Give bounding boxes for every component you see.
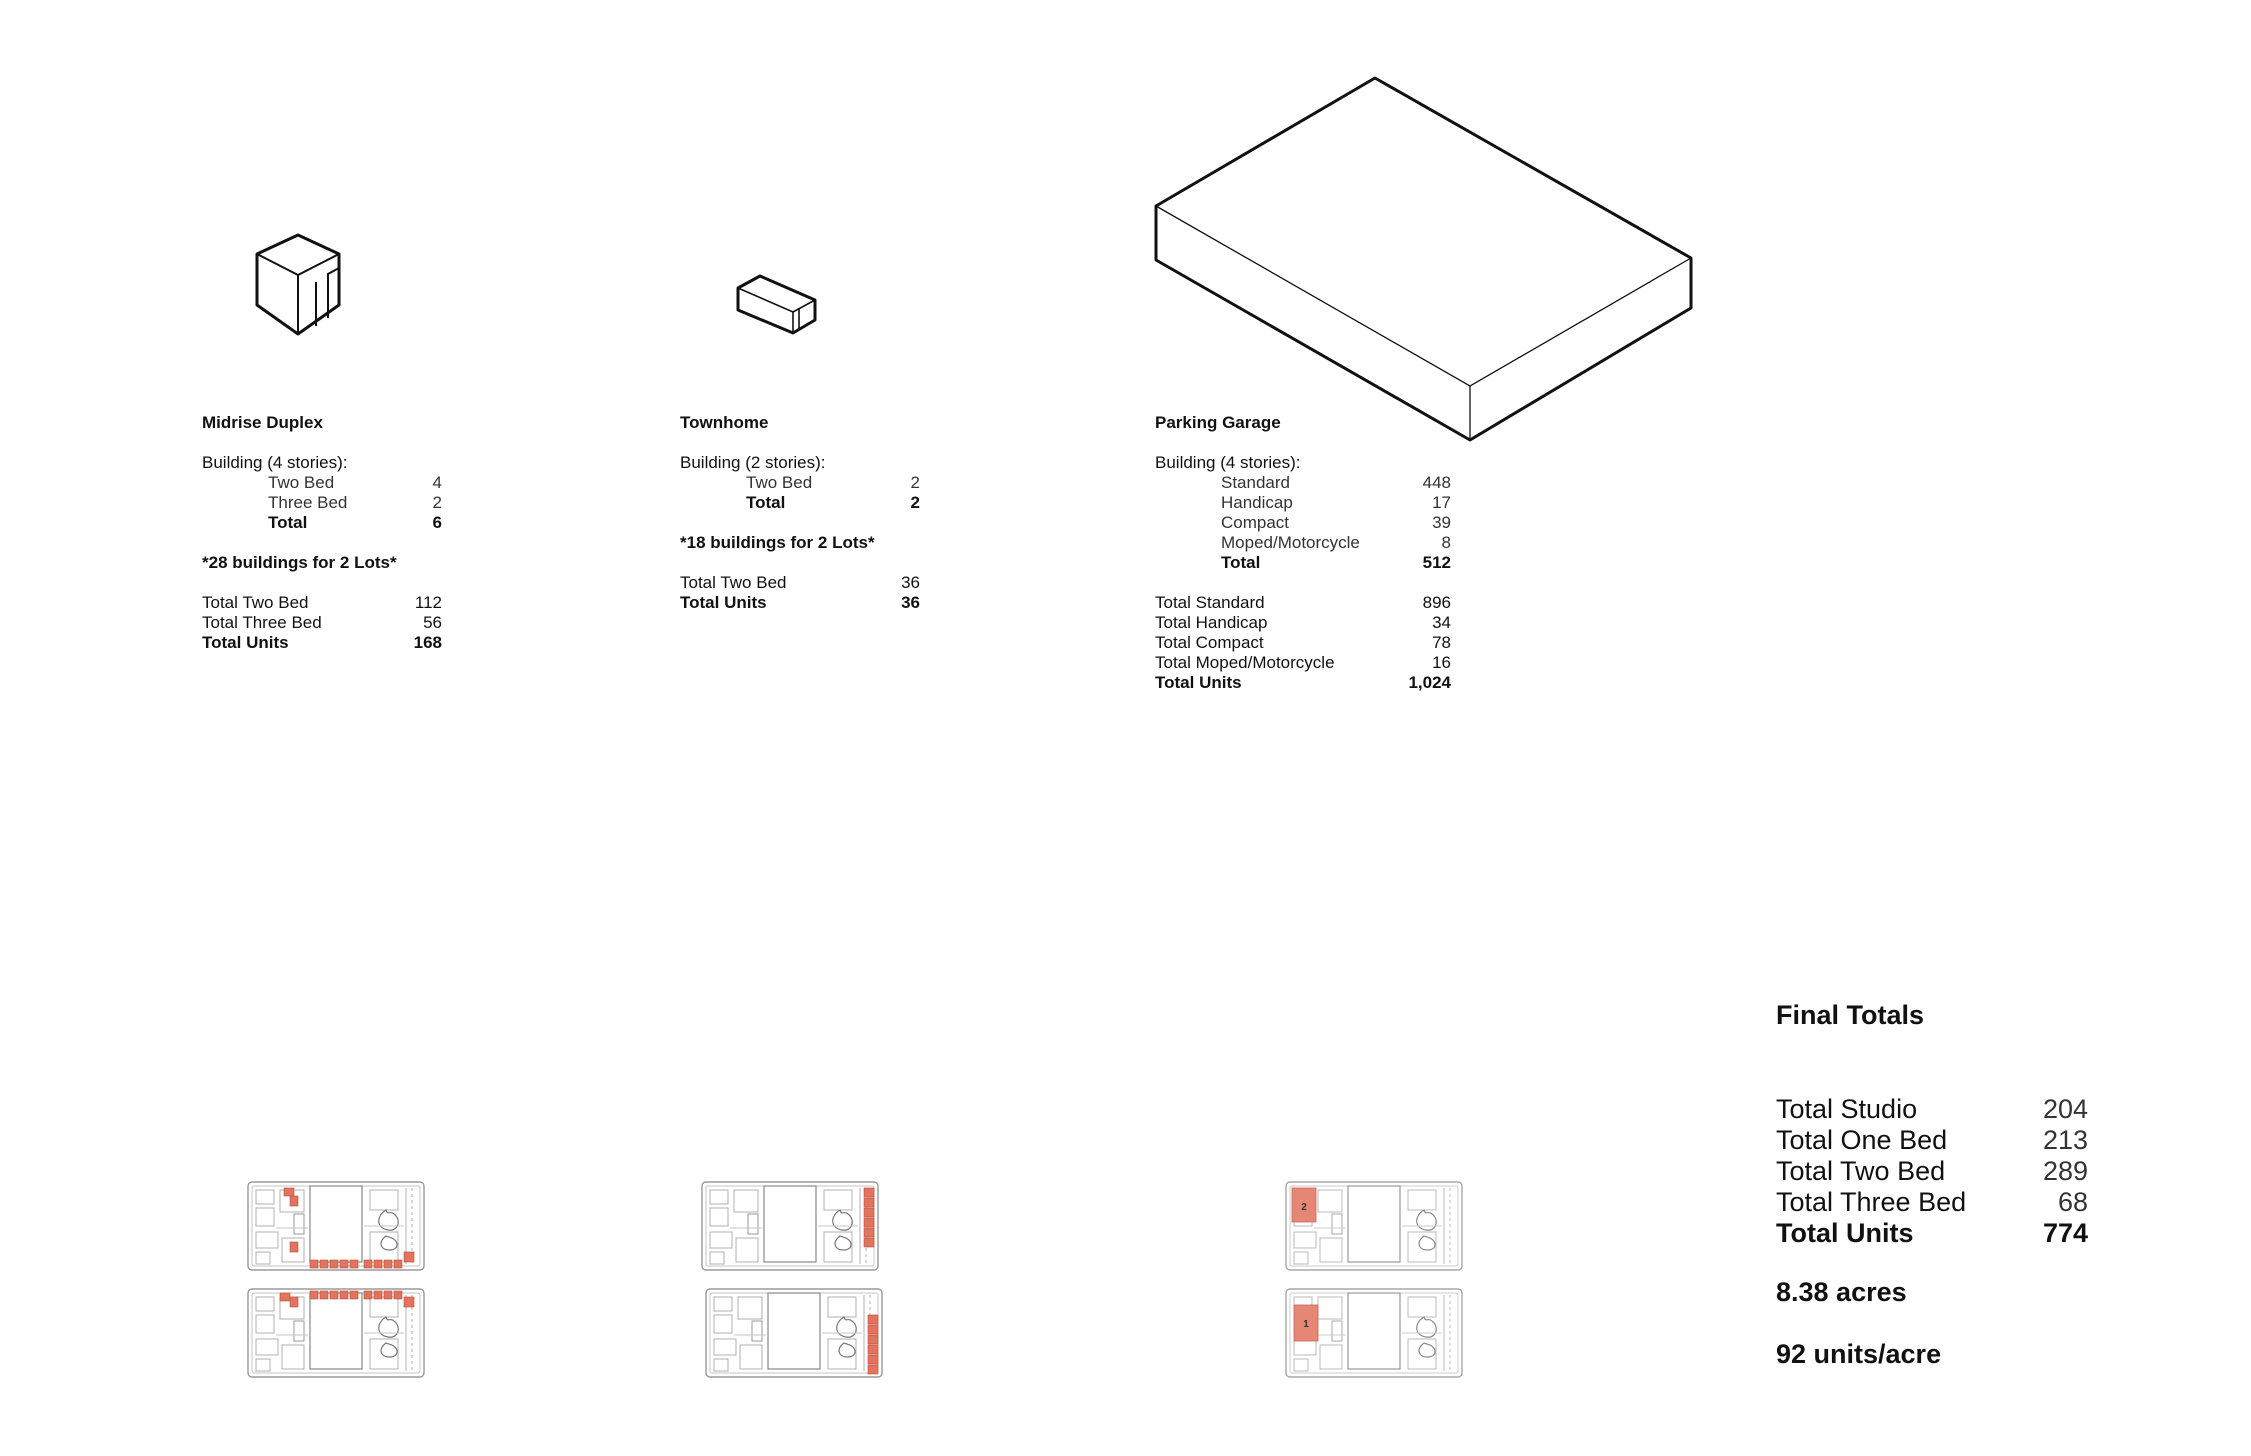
- midrise-site-plan-upper: [246, 1180, 428, 1274]
- garage-building-total: Total 512: [1221, 553, 1451, 572]
- final-totals-title: Final Totals: [1776, 1000, 1925, 1030]
- parking-garage-schedule: [1155, 413, 1451, 693]
- final-total-units: Total Units 774: [1776, 1218, 2088, 1248]
- garage-row: Compact 39: [1221, 513, 1451, 532]
- garage-total-row: Total Handicap 34: [1155, 613, 1451, 632]
- townhome-title: Townhome: [680, 413, 769, 432]
- garage-level-1-label: 1: [1303, 1319, 1309, 1330]
- midrise-duplex-iso-icon: [250, 230, 350, 340]
- garage-building-label: Building (4 stories):: [1155, 453, 1301, 472]
- unit-density: 92 units/acre: [1776, 1339, 1942, 1369]
- garage-site-plan-lower: [1284, 1287, 1466, 1381]
- final-row: Total Two Bed 289: [1776, 1156, 2088, 1186]
- garage-title: Parking Garage: [1155, 413, 1281, 432]
- townhome-schedule: [680, 413, 920, 613]
- parking-garage-iso-icon: [1150, 72, 1700, 452]
- midrise-building-label: Building (4 stories):: [202, 453, 348, 472]
- garage-site-plan-upper: [1284, 1180, 1466, 1274]
- townhome-site-plan-upper: [700, 1180, 882, 1274]
- midrise-total-row: Total Three Bed 56: [202, 613, 442, 632]
- site-acres: 8.38 acres: [1776, 1277, 1907, 1307]
- final-row: Total Three Bed 68: [1776, 1187, 2088, 1217]
- midrise-duplex-title: Midrise Duplex: [202, 413, 323, 432]
- garage-level-2-label: 2: [1301, 1202, 1307, 1213]
- garage-total-row: Total Compact 78: [1155, 633, 1451, 652]
- midrise-duplex-schedule: [202, 413, 442, 653]
- townhome-site-plan-lower: [704, 1287, 886, 1381]
- midrise-total-units: Total Units 168: [202, 633, 442, 652]
- final-row: Total One Bed 213: [1776, 1125, 2088, 1155]
- townhome-row: Two Bed 2: [746, 473, 920, 492]
- garage-total-row: Total Moped/Motorcycle 16: [1155, 653, 1451, 672]
- garage-row: Moped/Motorcycle 8: [1221, 533, 1451, 552]
- townhome-building-label: Building (2 stories):: [680, 453, 826, 472]
- midrise-site-plan-lower: [246, 1287, 428, 1381]
- garage-row: Standard 448: [1221, 473, 1451, 492]
- midrise-total-row: Total Two Bed 112: [202, 593, 442, 612]
- townhome-total-units: Total Units 36: [680, 593, 920, 612]
- garage-total-row: Total Standard 896: [1155, 593, 1451, 612]
- garage-total-units: Total Units 1,024: [1155, 673, 1451, 692]
- midrise-row: Three Bed 2: [268, 493, 442, 512]
- final-totals: [1776, 998, 2088, 1371]
- townhome-note: *18 buildings for 2 Lots*: [680, 533, 875, 552]
- townhome-building-total: Total 2: [746, 493, 920, 512]
- final-row: Total Studio 204: [1776, 1094, 2088, 1124]
- midrise-row: Two Bed 4: [268, 473, 442, 492]
- midrise-note: *28 buildings for 2 Lots*: [202, 553, 397, 572]
- garage-row: Handicap 17: [1221, 493, 1451, 512]
- townhome-iso-icon: [733, 270, 823, 340]
- townhome-total-row: Total Two Bed 36: [680, 573, 920, 592]
- midrise-building-total: Total 6: [268, 513, 442, 532]
